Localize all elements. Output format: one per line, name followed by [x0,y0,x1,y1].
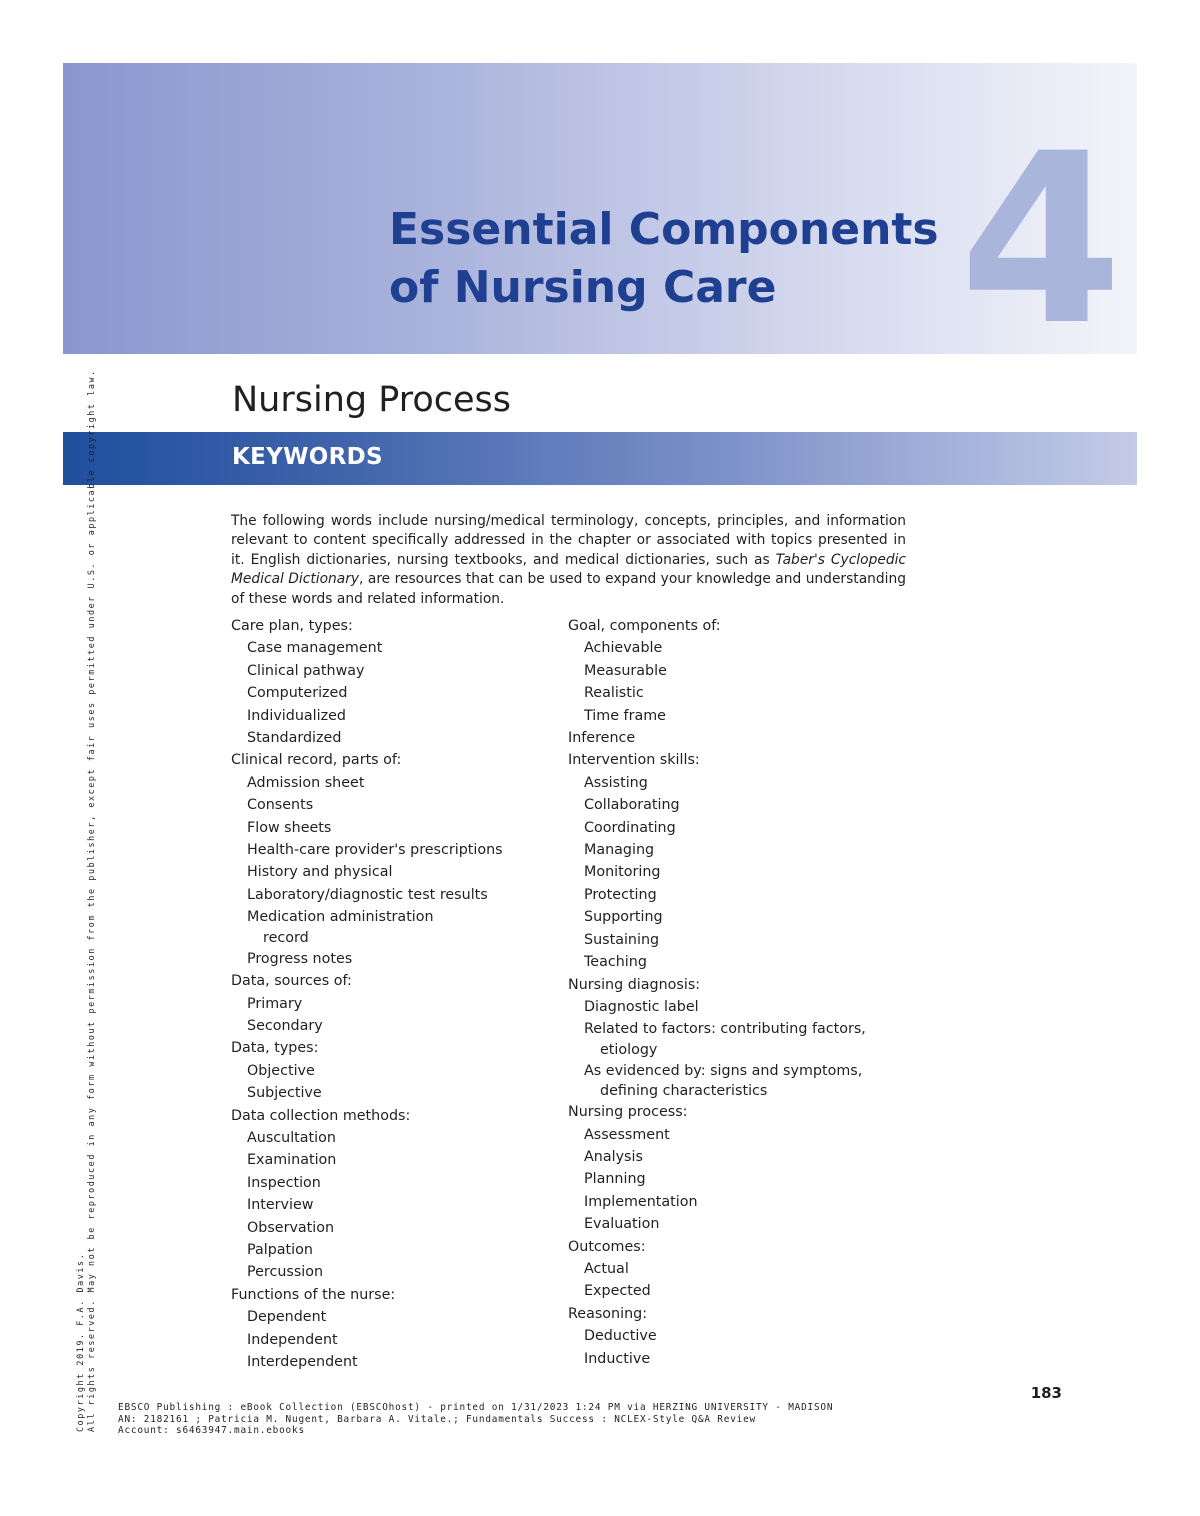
chapter-number: 4 [959,104,1123,377]
page-number: 183 [1030,1384,1062,1402]
chapter-title-line1: Essential Components [389,204,939,255]
keyword-item: Monitoring [584,864,661,881]
keyword-heading: Outcomes: [568,1238,646,1255]
keyword-item: Sustaining [584,931,660,948]
copyright-line-2: All rights reserved. May not be reproduced in any form without permission from the publisher, except fair uses permitted under U.S. or applicable copyright law. [86,369,96,1432]
ebsco-line-3: Account: s6463947.main.ebooks [118,1425,305,1437]
keyword-item: Expected [584,1283,651,1300]
keyword-item: Flow sheets [247,819,332,836]
chapter-title [389,201,939,317]
keyword-item: Inductive [584,1350,651,1367]
keyword-item-continuation: record [263,929,309,946]
keyword-item: Inspection [247,1174,321,1191]
keyword-group [231,1037,551,1104]
ebsco-footer [118,1402,833,1437]
intro-paragraph [231,512,906,609]
keywords-right-column [568,615,908,1370]
keyword-item: Laboratory/diagnostic test results [247,886,488,903]
keyword-group [568,974,908,1102]
keyword-group [231,1105,551,1284]
keywords-bar [63,432,1137,485]
keywords-label: KEYWORDS [232,444,383,470]
keyword-item: Analysis [584,1148,643,1165]
keyword-item: Standardized [247,730,342,747]
keyword-item: Interdependent [247,1354,358,1370]
keyword-item: Coordinating [584,819,676,836]
keyword-heading: Goal, components of: [568,618,721,634]
keyword-group [231,1284,551,1374]
keyword-item: Interview [247,1197,314,1214]
keyword-heading: Clinical record, parts of: [231,752,402,769]
keyword-item: Auscultation [247,1129,336,1146]
keywords-left-column [231,615,551,1373]
keyword-heading: Nursing diagnosis: [568,976,701,993]
keyword-group [568,615,908,727]
keyword-group [231,615,551,749]
keyword-group [568,1236,908,1303]
keyword-group [231,749,551,970]
keyword-item-text: Medication administration [247,909,434,926]
copyright-notice [75,369,97,1432]
keyword-item: Secondary [247,1017,323,1034]
keyword-item-text: As evidenced by: signs and symptoms, [584,1062,863,1079]
keyword-item: Assisting [584,774,648,791]
keyword-item: Subjective [247,1085,322,1102]
section-title: Nursing Process [232,380,512,420]
keyword-item: Admission sheet [247,774,365,791]
keyword-item: Progress notes [247,950,353,967]
keyword-item: Computerized [247,685,348,702]
keyword-heading: Care plan, types: [231,618,353,634]
keyword-item: Supporting [584,909,663,926]
keyword-item-continuation: defining characteristics [600,1083,768,1100]
keyword-item: Examination [247,1152,337,1169]
keyword-heading: Data, types: [231,1040,319,1057]
keyword-item: Collaborating [584,797,680,814]
chapter-banner [63,63,1137,377]
keyword-item: Health-care provider's prescriptions [247,842,503,859]
keyword-item: Percussion [247,1264,324,1281]
keyword-item: Measurable [584,662,667,679]
keyword-item-text: Related to factors: contributing factors, [584,1021,866,1038]
keyword-item: Achievable [584,640,663,657]
keyword-item: Actual [584,1260,629,1277]
keyword-heading: Data, sources of: [231,973,352,990]
keyword-group [568,1303,908,1370]
keyword-item: Primary [247,995,303,1012]
keyword-item: Assessment [584,1126,670,1143]
keyword-item: Deductive [584,1328,657,1345]
keyword-item: Clinical pathway [247,662,365,679]
keyword-item: Objective [247,1062,315,1079]
keyword-group [568,727,908,749]
keyword-heading: Data collection methods: [231,1107,411,1124]
ebsco-line-2: AN: 2182161 ; Patricia M. Nugent, Barbara A. Vitale.; Fundamentals Success : NCLEX-Style Q&A Review [118,1413,756,1425]
keyword-heading: Reasoning: [568,1305,648,1322]
keyword-item: Realistic [584,685,644,702]
keyword-item: Managing [584,842,655,859]
keyword-item: Planning [584,1171,646,1188]
keyword-item: Dependent [247,1309,327,1326]
keyword-heading: Nursing process: [568,1104,688,1121]
keyword-item: Individualized [247,707,346,724]
copyright-line-1: Copyright 2019. F.A. Davis. [75,1252,85,1432]
keyword-item: Diagnostic label [584,998,699,1015]
keyword-heading: Functions of the nurse: [231,1286,396,1303]
keyword-group [568,749,908,973]
intro-italic-title: Taber's Cyclopedic Medical Dictionary [231,551,906,588]
keyword-item: Protecting [584,886,657,903]
keyword-item-continuation: etiology [600,1041,658,1058]
keyword-item: Observation [247,1219,335,1236]
ebsco-line-1: EBSCO Publishing : eBook Collection (EBSCOhost) - printed on 1/31/2023 1:24 PM via HERZING UNIVERSITY - MADISON [118,1402,834,1413]
keyword-group [568,1101,908,1235]
keyword-item: Palpation [247,1241,313,1258]
intro-text-part1: The following words include nursing/medical terminology, concepts, principles, and information relevant to content specifically addressed in the chapter or associated with topics presented in it. English dictionaries, nursing textbooks, and medical dictionaries, such as [231,513,906,568]
keyword-item: Case management [247,640,383,657]
chapter-title-line2: of Nursing Care [389,262,777,313]
keyword-item [568,1060,908,1101]
keyword-heading: Intervention skills: [568,752,700,769]
keyword-item [231,906,551,947]
keyword-item: Time frame [584,707,666,724]
intro-text-part2: , are resources that can be used to expand your knowledge and understanding of these words and related information. [231,571,906,607]
keyword-item: Evaluation [584,1216,660,1233]
keyword-item: Teaching [584,954,647,971]
keyword-item: Consents [247,797,314,814]
keyword-item [568,1018,908,1059]
keyword-item: Independent [247,1331,338,1348]
keyword-item: History and physical [247,864,393,881]
keyword-group [231,970,551,1037]
keyword-heading: Inference [568,730,636,747]
keyword-item: Implementation [584,1193,698,1210]
